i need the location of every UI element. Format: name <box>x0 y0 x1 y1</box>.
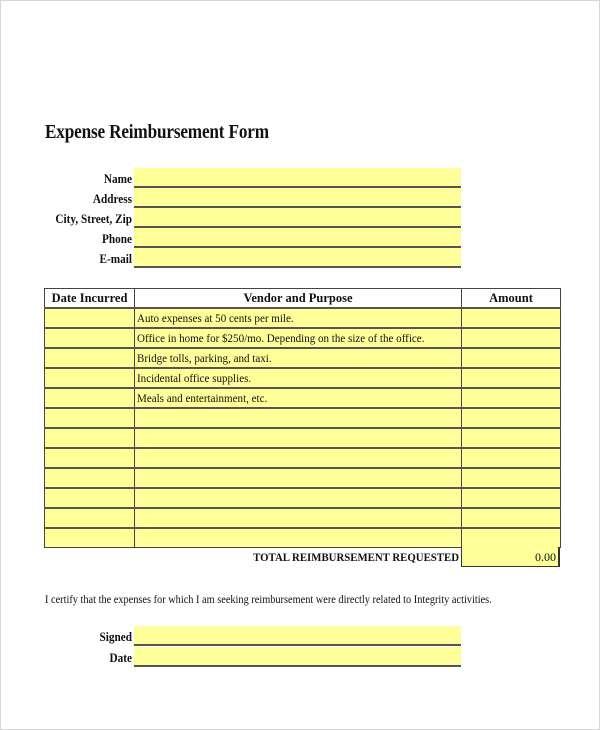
date-cell[interactable] <box>45 328 135 348</box>
info-row-name <box>1 168 461 188</box>
total-label: TOTAL REIMBURSEMENT REQUESTED <box>253 550 459 564</box>
header-date-incurred: Date Incurred <box>45 289 135 309</box>
address-field[interactable] <box>134 188 461 208</box>
amount-cell[interactable] <box>462 428 561 448</box>
amount-cell[interactable] <box>462 368 561 388</box>
vendor-text: Meals and entertainment, etc. <box>137 391 268 405</box>
date-cell[interactable] <box>45 508 135 528</box>
sign-date-label: Date <box>109 651 132 665</box>
vendor-cell[interactable] <box>135 348 462 368</box>
date-cell[interactable] <box>45 528 135 548</box>
amount-cell[interactable] <box>462 388 561 408</box>
date-cell[interactable] <box>45 428 135 448</box>
vendor-cell[interactable] <box>135 488 462 508</box>
vendor-text: Office in home for $250/mo. Depending on the size of the office. <box>137 331 425 345</box>
expense-table <box>44 288 561 548</box>
amount-cell[interactable] <box>462 408 561 428</box>
vendor-text: Auto expenses at 50 cents per mile. <box>137 311 294 325</box>
date-cell[interactable] <box>45 368 135 388</box>
table-row <box>45 328 561 348</box>
info-row-address <box>1 188 461 208</box>
amount-cell[interactable] <box>462 328 561 348</box>
vendor-cell[interactable] <box>135 328 462 348</box>
amount-cell[interactable] <box>462 308 561 328</box>
sign-date-field[interactable] <box>134 647 461 667</box>
date-cell[interactable] <box>45 448 135 468</box>
vendor-cell[interactable] <box>135 468 462 488</box>
vendor-cell[interactable] <box>135 368 462 388</box>
form-title: Expense Reimbursement Form <box>45 121 269 143</box>
address-label: Address <box>92 192 132 206</box>
date-cell[interactable] <box>45 408 135 428</box>
amount-cell[interactable] <box>462 448 561 468</box>
vendor-cell[interactable] <box>135 428 462 448</box>
table-row <box>45 448 561 468</box>
total-value: 0.00 <box>461 547 560 567</box>
table-row <box>45 508 561 528</box>
header-amount: Amount <box>462 289 561 309</box>
name-label: Name <box>103 172 132 186</box>
table-header-row <box>45 289 561 309</box>
email-label: E-mail <box>99 252 132 266</box>
amount-cell[interactable] <box>462 488 561 508</box>
table-row <box>45 388 561 408</box>
table-row <box>45 468 561 488</box>
vendor-cell[interactable] <box>135 388 462 408</box>
info-row-email <box>1 248 461 268</box>
date-cell[interactable] <box>45 388 135 408</box>
name-field[interactable] <box>134 168 461 188</box>
date-cell[interactable] <box>45 308 135 328</box>
vendor-cell[interactable] <box>135 528 462 548</box>
table-row <box>45 308 561 328</box>
date-cell[interactable] <box>45 348 135 368</box>
vendor-text: Incidental office supplies. <box>137 371 252 385</box>
info-row-phone <box>1 228 461 248</box>
signed-label: Signed <box>99 630 132 644</box>
info-row-city <box>1 208 461 228</box>
table-row <box>45 348 561 368</box>
sign-date-row <box>1 647 461 667</box>
amount-cell[interactable] <box>462 528 561 548</box>
city-street-zip-field[interactable] <box>134 208 461 228</box>
table-row <box>45 528 561 548</box>
table-row <box>45 408 561 428</box>
email-field[interactable] <box>134 248 461 268</box>
header-vendor-purpose: Vendor and Purpose <box>135 289 462 309</box>
date-cell[interactable] <box>45 468 135 488</box>
signed-row <box>1 626 461 646</box>
amount-cell[interactable] <box>462 348 561 368</box>
date-cell[interactable] <box>45 488 135 508</box>
city-street-zip-label: City, Street, Zip <box>55 212 132 226</box>
signed-field[interactable] <box>134 626 461 646</box>
table-row <box>45 368 561 388</box>
phone-field[interactable] <box>134 228 461 248</box>
table-row <box>45 428 561 448</box>
vendor-cell[interactable] <box>135 408 462 428</box>
amount-cell[interactable] <box>462 468 561 488</box>
vendor-cell[interactable] <box>135 308 462 328</box>
amount-cell[interactable] <box>462 508 561 528</box>
table-row <box>45 488 561 508</box>
vendor-cell[interactable] <box>135 448 462 468</box>
phone-label: Phone <box>101 232 132 246</box>
certification-text: I certify that the expenses for which I am seeking reimbursement were directly related to Integrity activities. <box>45 592 492 606</box>
vendor-text: Bridge tolls, parking, and taxi. <box>137 351 272 365</box>
vendor-cell[interactable] <box>135 508 462 528</box>
